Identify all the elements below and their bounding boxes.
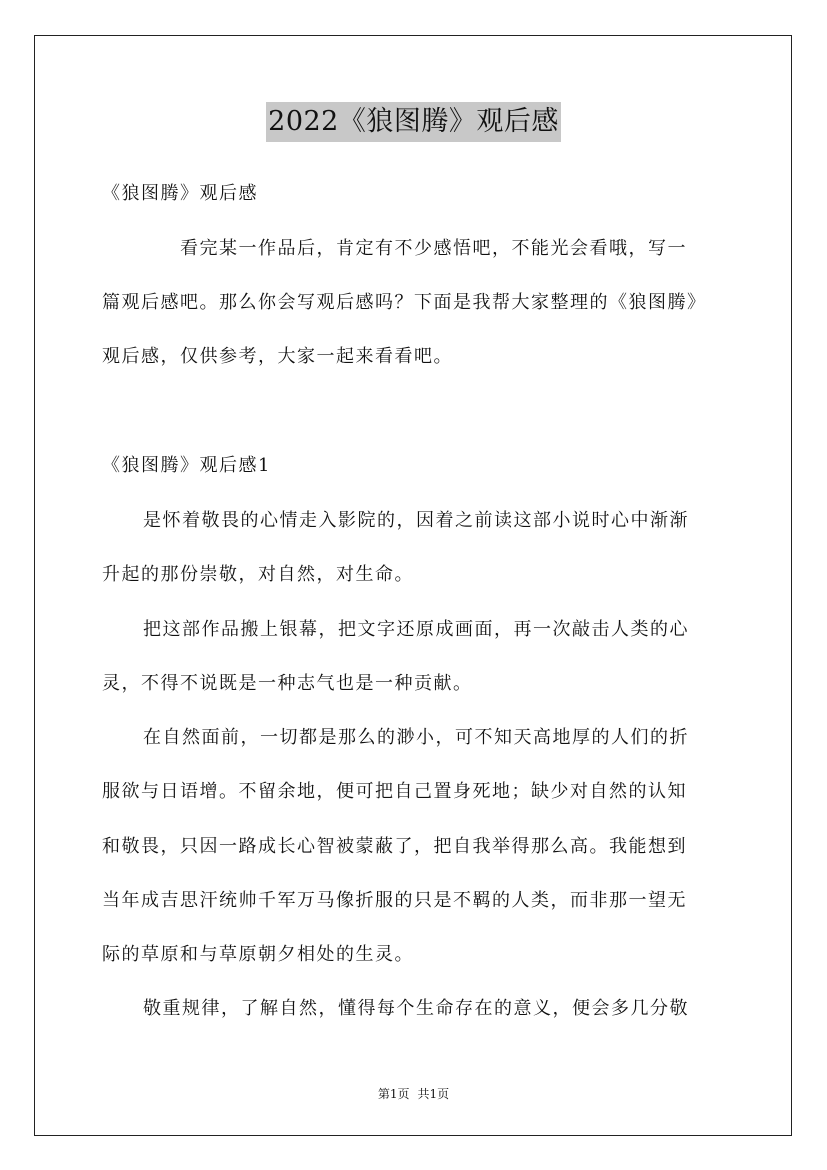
paragraph-1-line-1: 是怀着敬畏的心情走入影院的，因着之前读这部小说时心中渐渐 — [143, 510, 689, 531]
paragraph-2-line-1: 把这部作品搬上银幕，把文字还原成画面，再一次敲击人类的心 — [143, 619, 689, 640]
title-container — [0, 102, 827, 142]
document-subtitle: 《狼图腾》观后感 — [102, 183, 258, 204]
intro-line-3: 观后感，仅供参考，大家一起来看看吧。 — [102, 346, 453, 367]
page-footer — [0, 1086, 827, 1102]
paragraph-4-line-1: 敬重规律，了解自然，懂得每个生命存在的意义，便会多几分敬 — [143, 998, 689, 1019]
paragraph-3-line-1: 在自然面前，一切都是那么的渺小，可不知天高地厚的人们的折 — [143, 727, 689, 748]
paragraph-3-line-4: 当年成吉思汗统帅千军万马像折服的只是不羁的人类，而非那一望无 — [102, 890, 687, 911]
paragraph-3-line-3: 和敬畏，只因一路成长心智被蒙蔽了，把自我举得那么高。我能想到 — [102, 836, 687, 857]
paragraph-3-line-2: 服欲与日语增。不留余地，便可把自己置身死地；缺少对自然的认知 — [102, 781, 687, 802]
footer-page-current: 第1页 — [377, 1087, 410, 1101]
intro-line-1: 看完某一作品后，肯定有不少感悟吧，不能光会看哦，写一 — [180, 238, 687, 259]
document-title: 2022《狼图腾》观后感 — [266, 102, 561, 142]
paragraph-1-line-2: 升起的那份崇敬，对自然，对生命。 — [102, 564, 414, 585]
intro-line-2: 篇观后感吧。那么你会写观后感吗？下面是我帮大家整理的《狼图腾》 — [102, 292, 707, 313]
footer-page-total: 共1页 — [417, 1087, 450, 1101]
section-heading: 《狼图腾》观后感1 — [102, 455, 271, 476]
paragraph-2-line-2: 灵，不得不说既是一种志气也是一种贡献。 — [102, 673, 473, 694]
paragraph-3-line-5: 际的草原和与草原朝夕相处的生灵。 — [102, 944, 414, 965]
